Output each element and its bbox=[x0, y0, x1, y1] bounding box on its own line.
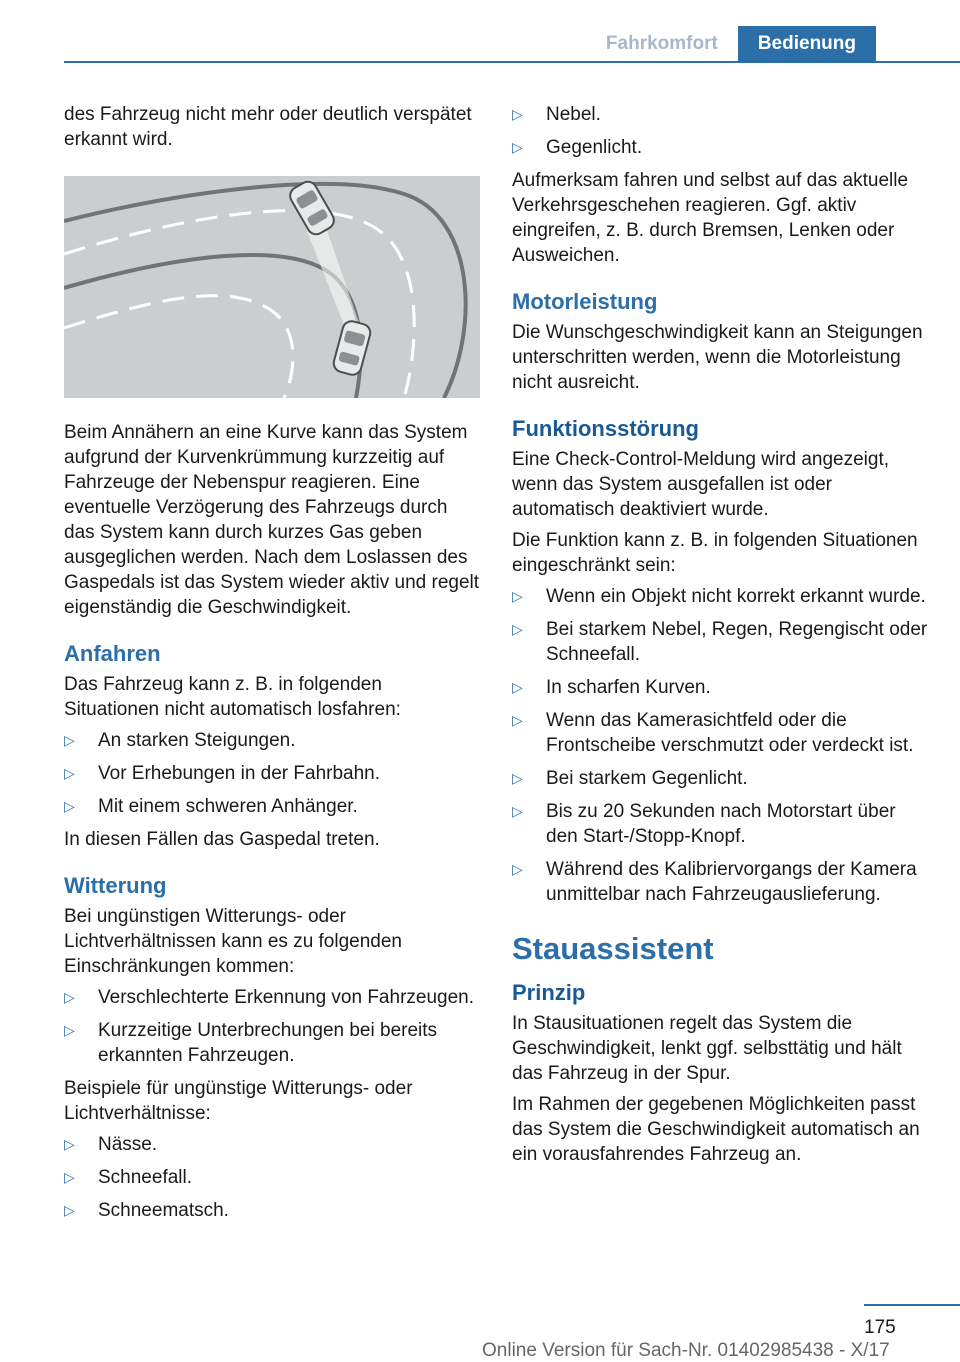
page-number: 175 bbox=[864, 1317, 896, 1338]
prinzip-text1: In Stausituationen regelt das System die Geschwindigkeit, lenkt ggf. selbsttätig und hält das Fahrzeug in der Spur. bbox=[512, 1013, 902, 1084]
list-item: ▷ Bei starkem Gegenlicht. bbox=[512, 768, 748, 789]
list-item: ▷ Bis zu 20 Sekunden nach Motorstart über den Start-/Stopp-Knopf. bbox=[512, 801, 896, 847]
list-item: ▷ Nässe. bbox=[64, 1134, 158, 1155]
attention-paragraph: Aufmerksam fahren und selbst auf das aktuelle Verkehrsgeschehen reagieren. Ggf. aktiv eingreifen, z. B. durch Bremsen, Lenken oder Ausweichen. bbox=[512, 170, 909, 266]
bullet-icon: ▷ bbox=[512, 139, 523, 155]
tab-bedienung[interactable]: Bedienung bbox=[738, 26, 876, 62]
witterung-examples-text: Beispiele für ungünstige Witterungs- oder Lichtverhältnisse: bbox=[64, 1078, 413, 1124]
bullet-icon: ▷ bbox=[64, 1169, 75, 1185]
bullet-icon: ▷ bbox=[64, 1136, 75, 1152]
heading-motorleistung: Motorleistung bbox=[512, 289, 658, 314]
list-item: ▷ Vor Erhebungen in der Fahrbahn. bbox=[64, 763, 381, 784]
witterung-list bbox=[64, 985, 480, 1068]
funktionsstoerung-list bbox=[512, 584, 928, 907]
bullet-icon: ▷ bbox=[512, 861, 523, 877]
intro-paragraph: des Fahrzeug nicht mehr oder deutlich verspätet erkannt wird. bbox=[64, 104, 472, 150]
list-item: ▷ Wenn ein Objekt nicht korrekt erkannt wurde. bbox=[512, 586, 926, 607]
bullet-icon: ▷ bbox=[512, 803, 523, 819]
list-item: ▷ Bei starkem Nebel, Regen, Regengischt oder Schneefall. bbox=[512, 619, 928, 665]
curve-illustration bbox=[64, 176, 480, 398]
bullet-icon: ▷ bbox=[512, 770, 523, 786]
heading-funktionsstoerung: Funktionsstörung bbox=[512, 416, 699, 441]
bullet-icon: ▷ bbox=[64, 1022, 75, 1038]
right-column bbox=[512, 102, 928, 1173]
heading-stauassistent: Stauassistent bbox=[512, 931, 714, 966]
list-item: ▷ Nebel. bbox=[512, 104, 601, 125]
list-item: ▷ Schneematsch. bbox=[64, 1200, 229, 1221]
prinzip-text2: Im Rahmen der gegebenen Möglichkeiten passt das System die Geschwindigkeit automatisch an ein vorausfahrendes Fahrzeug an. bbox=[512, 1094, 920, 1165]
list-item: ▷ Schneefall. bbox=[64, 1167, 193, 1188]
tab-fahrkomfort[interactable]: Fahrkomfort bbox=[586, 26, 738, 62]
footer-rule bbox=[864, 1304, 960, 1306]
anfahren-text: Das Fahrzeug kann z. B. in folgenden Situationen nicht automatisch losfahren: bbox=[64, 674, 401, 720]
list-item: ▷ Gegenlicht. bbox=[512, 137, 643, 158]
funktionsstoerung-text2: Die Funktion kann z. B. in folgenden Situationen eingeschränkt sein: bbox=[512, 530, 918, 576]
examples-continued-list bbox=[512, 102, 928, 160]
funktionsstoerung-text1: Eine Check-Control-Meldung wird angezeigt, wenn das System ausgefallen ist oder automatisch deaktiviert wurde. bbox=[512, 449, 890, 520]
online-version-watermark: Online Version für Sach-Nr. 01402985438 - X/17 bbox=[482, 1340, 890, 1361]
witterung-examples-list bbox=[64, 1132, 480, 1223]
list-item: ▷ Wenn das Kamerasichtfeld oder die Frontscheibe verschmutzt oder verdeckt ist. bbox=[512, 710, 914, 756]
heading-anfahren: Anfahren bbox=[64, 641, 161, 666]
bullet-icon: ▷ bbox=[512, 621, 523, 637]
anfahren-after: In diesen Fällen das Gaspedal treten. bbox=[64, 829, 380, 850]
header-tabs bbox=[586, 26, 876, 62]
list-item: ▷ An starken Steigungen. bbox=[64, 730, 296, 751]
list-item: ▷ In scharfen Kurven. bbox=[512, 677, 711, 698]
heading-prinzip: Prinzip bbox=[512, 980, 586, 1005]
bullet-icon: ▷ bbox=[512, 679, 523, 695]
bullet-icon: ▷ bbox=[64, 765, 75, 781]
left-column bbox=[64, 102, 480, 1231]
bullet-icon: ▷ bbox=[512, 712, 523, 728]
bullet-icon: ▷ bbox=[512, 106, 523, 122]
motorleistung-text: Die Wunschgeschwindigkeit kann an Steigungen unterschritten werden, wenn die Motorleistung nicht ausreicht. bbox=[512, 322, 923, 393]
list-item: ▷ Mit einem schweren Anhänger. bbox=[64, 796, 358, 817]
header-rule bbox=[64, 61, 960, 63]
bullet-icon: ▷ bbox=[64, 732, 75, 748]
figure-caption: Beim Annähern an eine Kurve kann das System aufgrund der Kurvenkrümmung kurzzeitig auf Fahrzeuge der Nebenspur reagieren. Eine eventuelle Verzögerung des Fahrzeugs durch das System kann durch kurzes Gas geben ausgeglichen werden. Nach dem Loslassen des Gaspedals ist das System wieder aktiv und regelt eigenständig die Geschwindigkeit. bbox=[64, 422, 480, 618]
bullet-icon: ▷ bbox=[64, 798, 75, 814]
bullet-icon: ▷ bbox=[512, 588, 523, 604]
bullet-icon: ▷ bbox=[64, 1202, 75, 1218]
list-item: ▷ Während des Kalibriervorgangs der Kamera unmittelbar nach Fahrzeugauslieferung. bbox=[512, 859, 917, 905]
list-item: ▷ Kurzzeitige Unterbrechungen bei bereits erkannten Fahrzeugen. bbox=[64, 1020, 438, 1066]
anfahren-list bbox=[64, 728, 480, 819]
heading-witterung: Witterung bbox=[64, 873, 167, 898]
bullet-icon: ▷ bbox=[64, 989, 75, 1005]
list-item: ▷ Verschlechterte Erkennung von Fahrzeugen. bbox=[64, 987, 475, 1008]
witterung-text: Bei ungünstigen Witterungs- oder Lichtverhältnissen kann es zu folgenden Einschränkungen kommen: bbox=[64, 906, 403, 977]
